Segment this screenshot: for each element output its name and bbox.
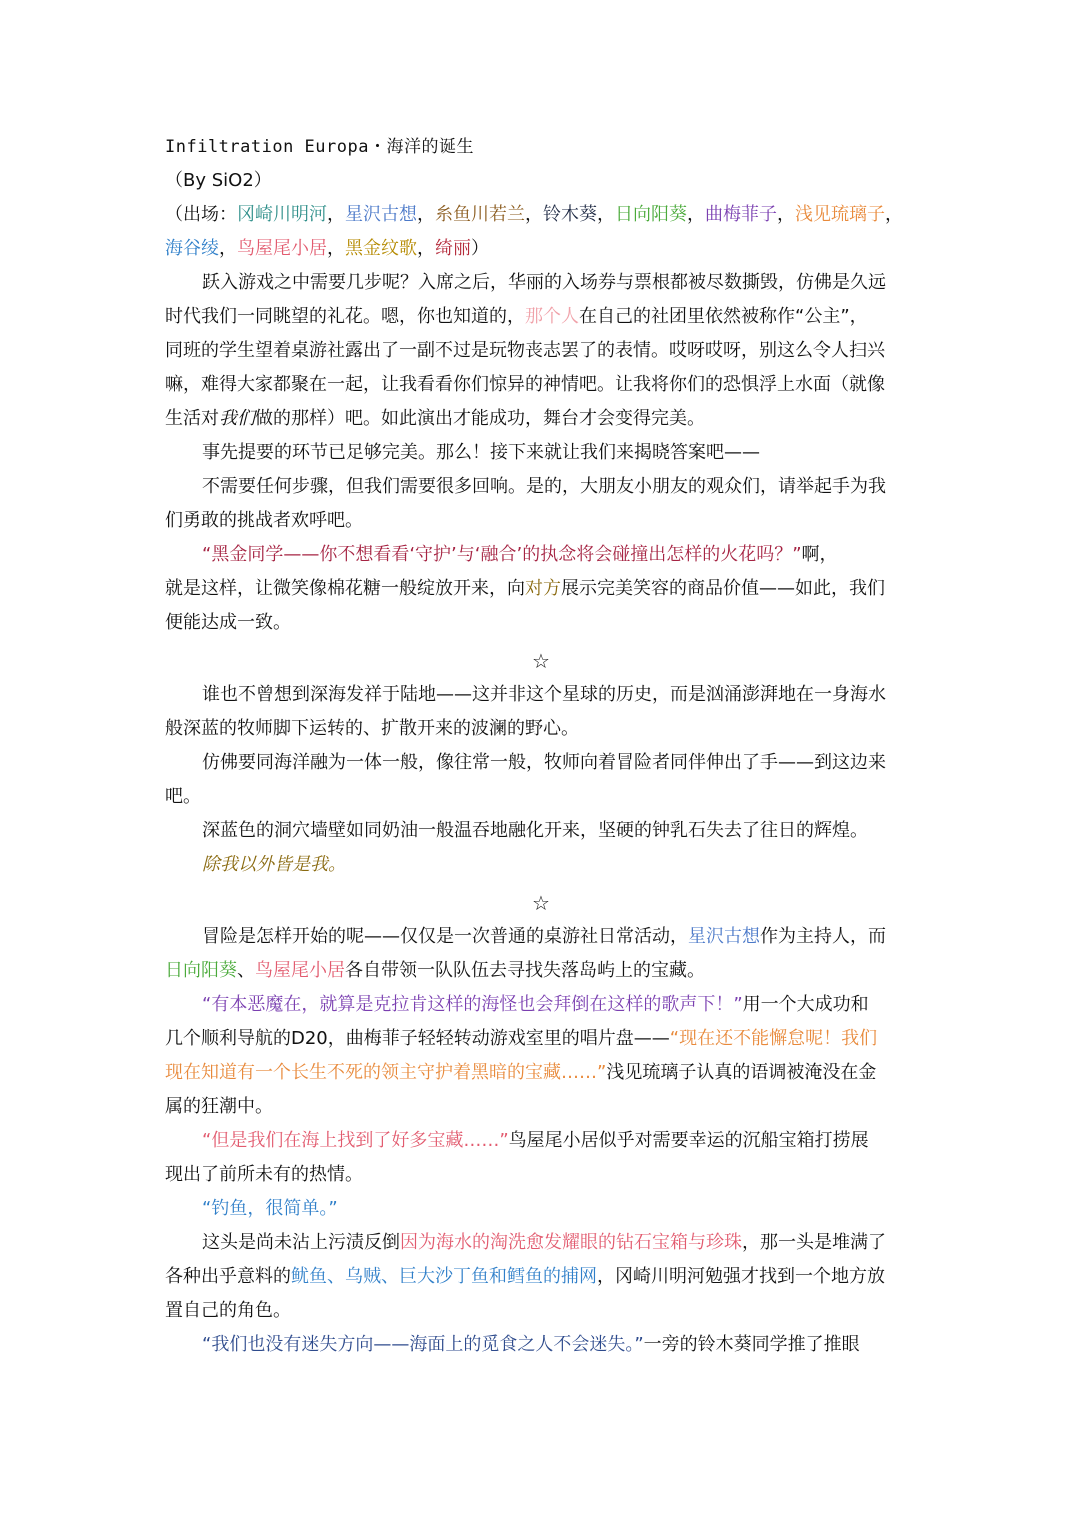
byline: （By SiO2） [165,170,272,191]
paragraph-line: 同班的学生望着桌游社露出了一副不过是玩物丧志罢了的表情。哎呀哎呀，别这么令人扫兴 [165,340,885,361]
dialogue: “我们也没有迷失方向——海面上的觅食之人不会迷失。” [202,1334,644,1355]
cast-name: 星沢古想 [345,204,417,225]
paragraph-line: 吧。 [165,786,201,807]
highlight-text: 那个人 [525,306,579,327]
paragraph-line: 生活对我们做的那样）吧。如此演出才能成功，舞台才会变得完美。 [165,408,705,429]
paragraph-line: 现出了前所未有的热情。 [165,1164,363,1185]
paragraph-line: 时代我们一同眺望的礼花。嗯，你也知道的，那个人在自己的社团里依然被称作“公主”， [165,306,868,327]
cast-name: 糸鱼川若兰 [435,204,525,225]
highlight-text: 星沢古想 [688,926,760,947]
cast-name: 黑金纹歌 [345,238,417,259]
cast-name: 日向阳葵 [615,204,687,225]
paragraph-line: 现在知道有一个长生不死的领主守护着黑暗的宝藏……”浅见琉璃子认真的语调被淹没在金 [165,1062,877,1083]
dialogue: “但是我们在海上找到了好多宝藏……” [202,1130,509,1151]
cast-name: 海谷绫 [165,238,219,259]
paragraph-line: “黑金同学——你不想看看‘守护’与‘融合’的执念将会碰撞出怎样的火花吗？”啊， [202,544,838,565]
paragraph-line: 便能达成一致。 [165,612,291,633]
document-page [165,130,917,1362]
highlight-text: 鸟屋尾小居 [255,960,345,981]
cast-line-2: 海谷绫，鸟屋尾小居，黑金纹歌，绮丽） [165,238,489,259]
dialogue: “黑金同学——你不想看看‘守护’与‘融合’的执念将会碰撞出怎样的火花吗？” [202,544,802,565]
highlight-text: 对方 [525,578,561,599]
paragraph-line: 日向阳葵、鸟屋尾小居各自带领一队队伍去寻找失落岛屿上的宝藏。 [165,960,705,981]
paragraph-line: 不需要任何步骤，但我们需要很多回响。是的，大朋友小朋友的观众们，请举起手为我 [202,476,886,497]
paragraph-line: 事先提要的环节已足够完美。那么！接下来就让我们来揭晓答案吧—— [202,442,760,463]
cast-name: 曲梅菲子 [705,204,777,225]
highlight-text: 因为海水的淘洗愈发耀眼的钻石宝箱与珍珠 [400,1232,742,1253]
cast-line-1: （出场：冈崎川明河，星沢古想，糸鱼川若兰，铃木葵，日向阳葵，曲梅菲子，浅见琉璃子， [165,204,903,225]
highlight-text: 鱿鱼、乌贼、巨大沙丁鱼和鳕鱼的捕网 [291,1266,597,1287]
paragraph-line: 这头是尚未沾上污渍反倒因为海水的淘洗愈发耀眼的钻石宝箱与珍珠，那一头是堆满了 [202,1232,886,1253]
dialogue: “钓鱼，很简单。” [202,1198,338,1219]
dialogue: “有本恶魔在，就算是克拉肯这样的海怪也会拜倒在这样的歌声下！” [202,994,743,1015]
italic-line: 除我以外皆是我。 [202,854,346,875]
cast-name: 冈崎川明河 [237,204,327,225]
paragraph-line: 仿佛要同海洋融为一体一般，像往常一般，牧师向着冒险者同伴伸出了手——到这边来 [202,752,886,773]
dialogue: “现在还不能懈怠呢！我们 [669,1028,878,1049]
paragraph-line: 嘛，难得大家都聚在一起，让我看看你们惊异的神情吧。让我将你们的恐惧浮上水面（就像 [165,374,885,395]
paragraph-line: 几个顺利导航的D20，曲梅菲子轻轻转动游戏室里的唱片盘——“现在还不能懈怠呢！我们 [165,1028,878,1049]
paragraph-line: 各种出乎意料的鱿鱼、乌贼、巨大沙丁鱼和鳕鱼的捕网，冈崎川明河勉强才找到一个地方放 [165,1266,885,1287]
paragraph-line: “但是我们在海上找到了好多宝藏……”鸟屋尾小居似乎对需要幸运的沉船宝箱打捞展 [202,1130,869,1151]
cast-name: 浅见琉璃子 [795,204,885,225]
paragraph-line: 就是这样，让微笑像棉花糖一般绽放开来，向对方展示完美笑容的商品价值——如此，我们 [165,578,885,599]
dialogue: 现在知道有一个长生不死的领主守护着黑暗的宝藏……” [165,1062,607,1083]
paragraph-line: 跃入游戏之中需要几步呢？入席之后，华丽的入场券与票根都被尽数撕毁，仿佛是久远 [202,272,886,293]
paragraph-line: 置自己的角色。 [165,1300,291,1321]
paragraph-line: “我们也没有迷失方向——海面上的觅食之人不会迷失。”一旁的铃木葵同学推了推眼 [202,1334,860,1355]
paragraph-line: 属的狂潮中。 [165,1096,273,1117]
paragraph-line: 深蓝色的洞穴墙壁如同奶油一般温吞地融化开来，坚硬的钟乳石失去了往日的辉煌。 [202,820,868,841]
section-divider-star: ☆ [532,891,550,915]
section-divider-star: ☆ [532,649,550,673]
story-title: Infiltration Europa・海洋的诞生 [165,137,474,157]
paragraph-line: 谁也不曾想到深海发祥于陆地——这并非这个星球的历史，而是汹涌澎湃地在一身海水 [202,684,886,705]
paragraph-line: 们勇敢的挑战者欢呼吧。 [165,510,363,531]
cast-name: 鸟屋尾小居 [237,238,327,259]
paragraph-line: “有本恶魔在，就算是克拉肯这样的海怪也会拜倒在这样的歌声下！”用一个大成功和 [202,994,869,1015]
highlight-text: 日向阳葵 [165,960,237,981]
cast-name: 铃木葵 [543,204,597,225]
paragraph-line: 般深蓝的牧师脚下运转的、扩散开来的波澜的野心。 [165,718,579,739]
cast-name: 绮丽 [435,238,471,259]
italic-text: 我们 [219,408,255,429]
paragraph-line: 冒险是怎样开始的呢——仅仅是一次普通的桌游社日常活动，星沢古想作为主持人，而 [202,926,886,947]
